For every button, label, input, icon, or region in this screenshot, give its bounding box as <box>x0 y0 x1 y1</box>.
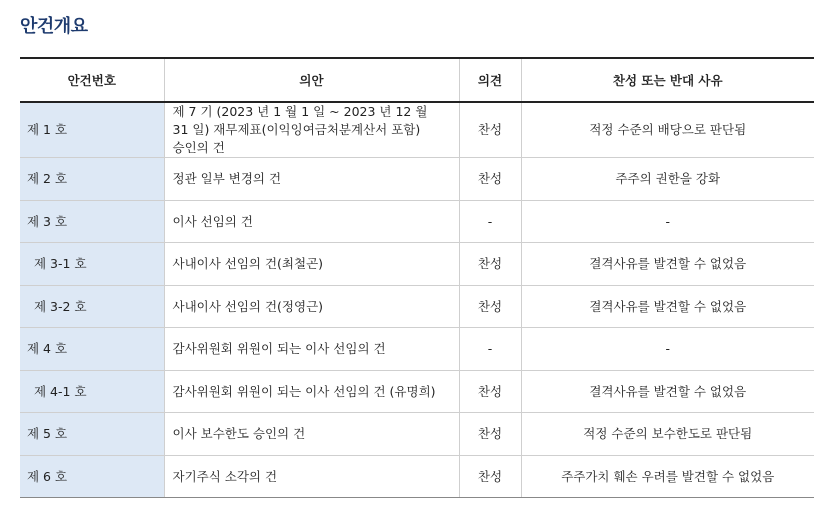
agenda-number: 제 5 호 <box>20 413 164 456</box>
agenda-title: 사내이사 선임의 건(최철곤) <box>164 243 459 286</box>
agenda-opinion: 찬성 <box>459 370 521 413</box>
agenda-number: 제 3 호 <box>20 200 164 243</box>
table-row <box>20 200 814 243</box>
agenda-reason: 주주가치 훼손 우려를 발견할 수 없었음 <box>521 455 814 498</box>
agenda-title: 이사 선임의 건 <box>164 200 459 243</box>
agenda-opinion: 찬성 <box>459 158 521 201</box>
agenda-title: 감사위원회 위원이 되는 이사 선임의 건 <box>164 328 459 371</box>
table-row <box>20 370 814 413</box>
agenda-reason: 결격사유를 발견할 수 없었음 <box>521 243 814 286</box>
agenda-reason: 결격사유를 발견할 수 없었음 <box>521 370 814 413</box>
agenda-title: 자기주식 소각의 건 <box>164 455 459 498</box>
table-row <box>20 102 814 158</box>
agenda-reason: 적정 수준의 보수한도로 판단됨 <box>521 413 814 456</box>
agenda-reason: 결격사유를 발견할 수 없었음 <box>521 285 814 328</box>
agenda-opinion: 찬성 <box>459 243 521 286</box>
header-agenda-number: 안건번호 <box>20 58 164 102</box>
agenda-title-line: 31 일) 재무제표(이익잉여금처분계산서 포함) <box>172 122 421 138</box>
agenda-reason: - <box>521 328 814 371</box>
header-agenda-title: 의안 <box>164 58 459 102</box>
agenda-reason: 적정 수준의 배당으로 판단됨 <box>521 102 814 158</box>
agenda-opinion: 찬성 <box>459 455 521 498</box>
agenda-title: 정관 일부 변경의 건 <box>164 158 459 201</box>
page-title: 안건개요 <box>20 16 88 37</box>
agenda-number: 제 2 호 <box>20 158 164 201</box>
agenda-opinion: - <box>459 328 521 371</box>
agenda-number: 제 6 호 <box>20 455 164 498</box>
table-row <box>20 285 814 328</box>
agenda-reason: - <box>521 200 814 243</box>
agenda-title <box>164 102 459 158</box>
agenda-number: 제 3-1 호 <box>20 243 164 286</box>
agenda-title-line: 제 7 기 (2023 년 1 월 1 일 ~ 2023 년 12 월 <box>172 104 428 119</box>
agenda-reason: 주주의 권한을 강화 <box>521 158 814 201</box>
table-row <box>20 413 814 456</box>
agenda-table <box>20 57 814 498</box>
agenda-opinion: 찬성 <box>459 413 521 456</box>
agenda-title-line: 승인의 건 <box>172 140 225 156</box>
agenda-number: 제 4-1 호 <box>20 370 164 413</box>
agenda-title: 사내이사 선임의 건(정영근) <box>164 285 459 328</box>
table-row <box>20 243 814 286</box>
header-opinion: 의견 <box>459 58 521 102</box>
agenda-number: 제 3-2 호 <box>20 285 164 328</box>
agenda-title: 감사위원회 위원이 되는 이사 선임의 건 (유명희) <box>164 370 459 413</box>
table-header-row <box>20 58 814 102</box>
agenda-opinion: 찬성 <box>459 285 521 328</box>
table-row <box>20 455 814 498</box>
agenda-number: 제 1 호 <box>20 102 164 158</box>
table-row <box>20 328 814 371</box>
agenda-title: 이사 보수한도 승인의 건 <box>164 413 459 456</box>
agenda-opinion: - <box>459 200 521 243</box>
table-row <box>20 158 814 201</box>
agenda-opinion: 찬성 <box>459 102 521 158</box>
header-reason: 찬성 또는 반대 사유 <box>521 58 814 102</box>
agenda-number: 제 4 호 <box>20 328 164 371</box>
